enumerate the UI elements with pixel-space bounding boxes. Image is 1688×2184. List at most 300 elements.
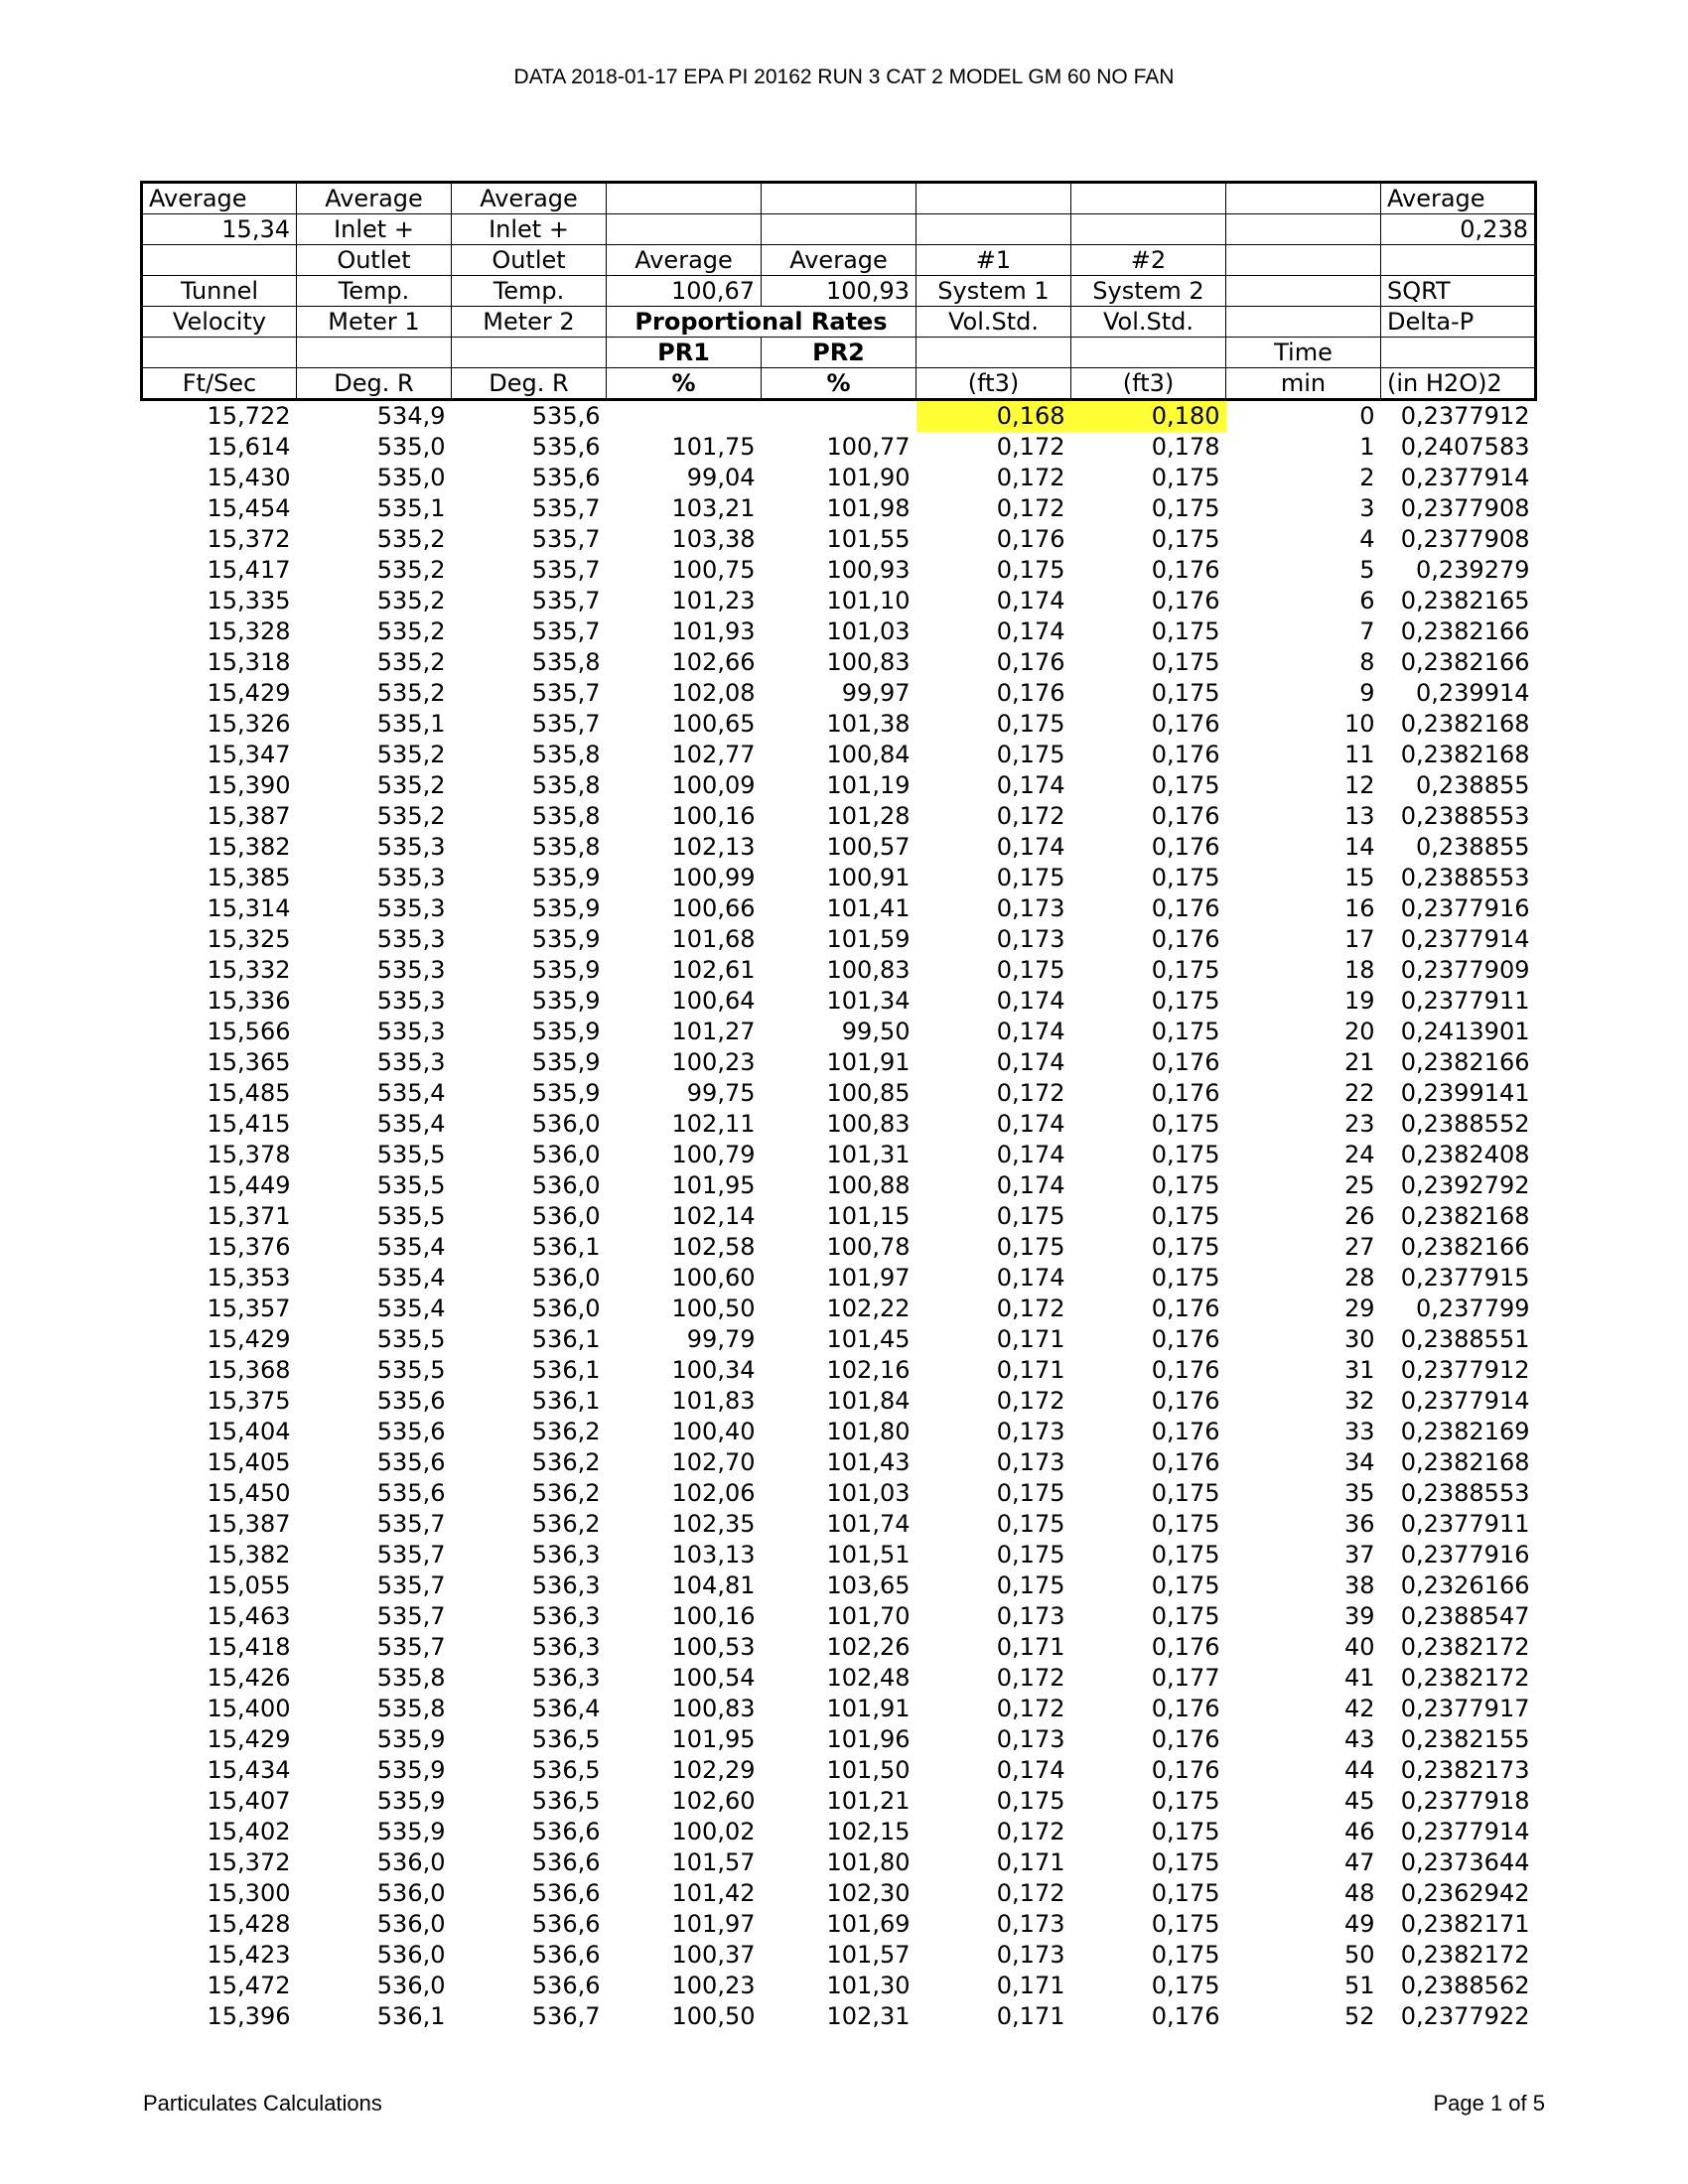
table-cell: 535,9 — [531, 1048, 601, 1076]
table-cell: 100,99 — [671, 864, 756, 891]
header-cell: Temp. — [297, 276, 452, 307]
header-cell: (ft3) — [916, 368, 1071, 400]
table-cell: 536,0 — [376, 1910, 446, 1938]
table-cell: 0,172 — [996, 1879, 1065, 1907]
table-row — [142, 432, 1536, 463]
header-cell: Outlet — [297, 245, 452, 276]
table-cell: 535,7 — [531, 617, 601, 645]
table-row — [142, 1078, 1536, 1109]
table-cell: 0,174 — [996, 833, 1065, 861]
table-row — [142, 1878, 1536, 1909]
table-cell: 0,175 — [1151, 1848, 1220, 1876]
table-cell: 0,176 — [1151, 1048, 1220, 1076]
table-cell: 100,50 — [671, 2002, 756, 2030]
table-cell: 536,0 — [531, 1141, 601, 1168]
table-cell: 535,2 — [376, 556, 446, 584]
table-row — [142, 1909, 1536, 1940]
table-cell: 0,238855 — [1415, 771, 1530, 799]
table-cell: 535,3 — [376, 956, 446, 984]
table-cell: 535,2 — [376, 771, 446, 799]
table-cell: 42 — [1343, 1695, 1375, 1722]
table-cell: 535,1 — [376, 710, 446, 738]
table-cell: 0,172 — [996, 1079, 1065, 1107]
table-cell: 0,175 — [1151, 771, 1220, 799]
table-cell: 535,9 — [531, 987, 601, 1015]
table-cell: 536,3 — [531, 1664, 601, 1692]
table-cell: 536,5 — [531, 1756, 601, 1784]
table-cell: 0,175 — [1151, 679, 1220, 707]
table-cell: 535,8 — [531, 833, 601, 861]
header-row — [142, 368, 1536, 400]
header-cell — [1381, 338, 1536, 368]
table-cell: 102,77 — [671, 741, 756, 768]
table-cell: 101,15 — [826, 1202, 911, 1230]
table-cell: 536,3 — [531, 1571, 601, 1599]
table-cell: 15,375 — [207, 1387, 291, 1415]
table-cell: 0,2377922 — [1400, 2002, 1530, 2030]
header-cell: #1 — [916, 245, 1071, 276]
table-cell: 536,0 — [376, 1879, 446, 1907]
table-cell: 0,174 — [996, 1018, 1065, 1045]
table-cell: 0,176 — [1151, 1633, 1220, 1661]
table-cell: 0,174 — [996, 1756, 1065, 1784]
table-cell: 15,376 — [207, 1233, 291, 1261]
table-cell: 535,7 — [531, 710, 601, 738]
table-cell: 100,93 — [826, 556, 911, 584]
table-row — [142, 1201, 1536, 1232]
table-cell: 0,176 — [996, 679, 1065, 707]
table-cell: 48 — [1343, 1879, 1375, 1907]
table-cell: 24 — [1343, 1141, 1375, 1168]
table-cell: 535,6 — [376, 1387, 446, 1415]
table-cell: 535,9 — [376, 1756, 446, 1784]
table-cell: 0,175 — [1151, 1602, 1220, 1630]
table-cell: 7 — [1359, 617, 1375, 645]
proportional-rates-header: Proportional Rates — [607, 307, 916, 338]
header-cell: Average — [762, 245, 916, 276]
table-cell: 15,385 — [207, 864, 291, 891]
table-cell: 102,60 — [671, 1787, 756, 1815]
table-cell: 536,2 — [531, 1479, 601, 1507]
table-cell: 535,3 — [376, 925, 446, 953]
table-cell: 0,176 — [996, 648, 1065, 676]
table-cell: 536,0 — [376, 1972, 446, 1999]
table-cell: 535,5 — [376, 1171, 446, 1199]
table-cell: 32 — [1343, 1387, 1375, 1415]
table-cell: 101,96 — [826, 1725, 911, 1753]
table-row — [142, 1940, 1536, 1971]
table-row — [142, 1263, 1536, 1294]
table-cell: 536,3 — [531, 1633, 601, 1661]
table-cell: 101,30 — [826, 1972, 911, 1999]
table-cell: 0,175 — [996, 1479, 1065, 1507]
table-cell: 0,176 — [1151, 1418, 1220, 1445]
table-cell: 0,180 — [1071, 400, 1226, 433]
header-cell: PR1 — [607, 338, 762, 368]
table-cell: 35 — [1343, 1479, 1375, 1507]
table-row — [142, 1447, 1536, 1478]
table-cell: 18 — [1343, 956, 1375, 984]
table-cell: 101,28 — [826, 802, 911, 830]
table-cell: 0,175 — [1151, 1571, 1220, 1599]
table-cell: 0,174 — [996, 1141, 1065, 1168]
table-row — [142, 863, 1536, 893]
table-cell: 0,176 — [1151, 1295, 1220, 1322]
table-cell: 102,48 — [826, 1664, 911, 1692]
table-cell: 0,2382173 — [1400, 1756, 1530, 1784]
table-cell: 99,97 — [841, 679, 911, 707]
table-cell: 0,175 — [1151, 987, 1220, 1015]
table-cell: 15,332 — [207, 956, 291, 984]
table-cell: 535,7 — [376, 1571, 446, 1599]
table-cell: 15,614 — [207, 433, 291, 461]
table-cell: 102,66 — [671, 648, 756, 676]
table-cell: 0,175 — [1151, 956, 1220, 984]
table-cell: 15,430 — [207, 464, 291, 491]
table-cell: 8 — [1359, 648, 1375, 676]
table-cell: 15,485 — [207, 1079, 291, 1107]
table-row — [142, 586, 1536, 616]
table-cell: 100,40 — [671, 1418, 756, 1445]
header-cell: Outlet — [452, 245, 607, 276]
header-cell: Delta-P — [1381, 307, 1536, 338]
table-cell: 536,2 — [531, 1510, 601, 1538]
table-cell: 16 — [1343, 894, 1375, 922]
table-cell: 43 — [1343, 1725, 1375, 1753]
table-cell: 100,23 — [671, 1972, 756, 1999]
table-cell: 0,2362942 — [1400, 1879, 1530, 1907]
table-cell: 26 — [1343, 1202, 1375, 1230]
table-cell: 3 — [1359, 494, 1375, 522]
table-cell: 15,405 — [207, 1448, 291, 1476]
table-cell: 0,176 — [1151, 1079, 1220, 1107]
header-cell — [762, 183, 916, 214]
table-row — [142, 524, 1536, 555]
table-cell: 6 — [1359, 587, 1375, 614]
table-cell: 535,7 — [376, 1510, 446, 1538]
header-cell: System 1 — [916, 276, 1071, 307]
table-row — [142, 1417, 1536, 1447]
table-cell: 535,5 — [376, 1202, 446, 1230]
table-cell: 535,6 — [376, 1448, 446, 1476]
table-cell: 0,175 — [1151, 1879, 1220, 1907]
table-cell: 101,91 — [826, 1048, 911, 1076]
table-cell: 0,172 — [996, 433, 1065, 461]
table-cell: 535,7 — [531, 587, 601, 614]
table-cell: 100,77 — [826, 433, 911, 461]
table-cell: 0,2388552 — [1400, 1110, 1530, 1138]
table-cell: 0,175 — [1151, 1787, 1220, 1815]
table-row — [142, 1478, 1536, 1509]
table-cell: 15,368 — [207, 1356, 291, 1384]
table-cell: 101,90 — [826, 464, 911, 491]
table-cell: 0,2377914 — [1400, 1818, 1530, 1845]
table-row — [142, 1355, 1536, 1386]
table-cell: 0,174 — [996, 987, 1065, 1015]
table-cell: 0,173 — [996, 894, 1065, 922]
table-cell: 100,16 — [671, 802, 756, 830]
table-row — [142, 1509, 1536, 1540]
table-cell: 15,387 — [207, 802, 291, 830]
header-cell: SQRT — [1381, 276, 1536, 307]
table-row — [142, 1170, 1536, 1201]
table-cell: 0,2377914 — [1400, 925, 1530, 953]
table-cell: 102,58 — [671, 1233, 756, 1261]
table-cell: 10 — [1343, 710, 1375, 738]
table-cell: 535,1 — [376, 494, 446, 522]
header-cell: Deg. R — [452, 368, 607, 400]
table-cell: 0,174 — [996, 1171, 1065, 1199]
table-cell: 0,2382168 — [1400, 710, 1530, 738]
header-cell: Tunnel — [142, 276, 297, 307]
table-cell: 536,1 — [531, 1325, 601, 1353]
table-cell: 536,6 — [531, 1879, 601, 1907]
table-cell: 101,57 — [826, 1941, 911, 1969]
table-cell: 101,80 — [826, 1418, 911, 1445]
table-cell: 15,429 — [207, 1725, 291, 1753]
table-cell: 51 — [1343, 1972, 1375, 1999]
table-cell: 0,176 — [1151, 894, 1220, 922]
table-cell: 15,314 — [207, 894, 291, 922]
table-cell: 15,382 — [207, 1541, 291, 1569]
header-cell — [142, 338, 297, 368]
table-cell: 101,97 — [826, 1264, 911, 1292]
average-pr2-value: 100,93 — [762, 276, 916, 307]
table-row — [142, 616, 1536, 647]
table-cell: 0,2392792 — [1400, 1171, 1530, 1199]
table-cell: 33 — [1343, 1418, 1375, 1445]
header-cell: Vol.Std. — [1071, 307, 1226, 338]
table-cell: 15,378 — [207, 1141, 291, 1168]
table-cell: 101,03 — [826, 617, 911, 645]
table-cell: 99,75 — [686, 1079, 756, 1107]
table-cell: 29 — [1343, 1295, 1375, 1322]
header-cell: Time — [1226, 338, 1381, 368]
table-cell: 101,57 — [671, 1848, 756, 1876]
header-cell — [916, 214, 1071, 245]
table-cell: 100,60 — [671, 1264, 756, 1292]
table-cell: 0,2382408 — [1400, 1141, 1530, 1168]
table-cell: 535,8 — [531, 771, 601, 799]
table-cell: 0,176 — [1151, 802, 1220, 830]
table-cell: 0,175 — [996, 1541, 1065, 1569]
table-cell: 535,3 — [376, 1018, 446, 1045]
table-cell: 0,2377912 — [1400, 402, 1530, 430]
table-row — [142, 400, 1536, 433]
header-row — [142, 183, 1536, 214]
table-row — [142, 1847, 1536, 1878]
table-cell: 535,2 — [376, 525, 446, 553]
table-cell: 0,171 — [996, 1633, 1065, 1661]
table-row — [142, 770, 1536, 801]
table-cell: 15,454 — [207, 494, 291, 522]
table-row — [142, 740, 1536, 770]
header-cell: min — [1226, 368, 1381, 400]
table-cell: 0,171 — [996, 1972, 1065, 1999]
table-row — [142, 1601, 1536, 1632]
table-cell: 0,174 — [996, 587, 1065, 614]
table-cell: 15,407 — [207, 1787, 291, 1815]
table-cell: 0,175 — [1151, 525, 1220, 553]
table-cell: 17 — [1343, 925, 1375, 953]
table-cell: 536,4 — [531, 1695, 601, 1722]
table-cell: 535,7 — [376, 1602, 446, 1630]
table-cell — [762, 400, 916, 433]
table-cell: 536,0 — [531, 1202, 601, 1230]
table-cell: 101,50 — [826, 1756, 911, 1784]
table-row — [142, 1755, 1536, 1786]
table-cell: 0,172 — [996, 494, 1065, 522]
table-cell: 535,8 — [376, 1695, 446, 1722]
table-cell: 0,175 — [996, 1202, 1065, 1230]
table-cell: 0,176 — [1151, 1448, 1220, 1476]
table-row — [142, 1786, 1536, 1817]
header-cell: Average — [142, 183, 297, 214]
table-cell: 102,11 — [671, 1110, 756, 1138]
header-cell: Deg. R — [297, 368, 452, 400]
header-cell: Average — [1381, 183, 1536, 214]
table-cell: 14 — [1343, 833, 1375, 861]
table-cell: 101,10 — [826, 587, 911, 614]
table-cell: 535,5 — [376, 1325, 446, 1353]
table-row — [142, 801, 1536, 832]
table-cell: 15,434 — [207, 1756, 291, 1784]
table-cell: 535,2 — [376, 802, 446, 830]
table-cell: 100,54 — [671, 1664, 756, 1692]
table-header — [142, 183, 1536, 400]
table-cell: 0,175 — [996, 741, 1065, 768]
table-cell: 0,2388551 — [1400, 1325, 1530, 1353]
table-cell: 15 — [1343, 864, 1375, 891]
table-cell: 27 — [1343, 1233, 1375, 1261]
table-cell: 0,176 — [1151, 556, 1220, 584]
table-cell: 0,174 — [996, 1110, 1065, 1138]
table-cell: 536,0 — [531, 1171, 601, 1199]
table-cell: 4 — [1359, 525, 1375, 553]
table-cell: 103,38 — [671, 525, 756, 553]
table-row — [142, 1694, 1536, 1724]
table-cell: 101,51 — [826, 1541, 911, 1569]
table-cell: 0,2382166 — [1400, 617, 1530, 645]
table-cell: 102,35 — [671, 1510, 756, 1538]
header-cell: Vol.Std. — [916, 307, 1071, 338]
table-cell: 0,176 — [1151, 833, 1220, 861]
header-cell — [1381, 245, 1536, 276]
table-cell: 100,75 — [671, 556, 756, 584]
header-row — [142, 307, 1536, 338]
header-row — [142, 276, 1536, 307]
table-cell: 0,175 — [996, 710, 1065, 738]
table-row — [142, 986, 1536, 1017]
table-row — [142, 1632, 1536, 1663]
table-cell: 535,7 — [531, 494, 601, 522]
table-cell: 535,7 — [531, 525, 601, 553]
table-cell: 535,5 — [376, 1141, 446, 1168]
table-cell: 2 — [1359, 464, 1375, 491]
header-cell: Temp. — [452, 276, 607, 307]
table-cell: 0,175 — [1151, 864, 1220, 891]
table-cell: 15,357 — [207, 1295, 291, 1322]
table-cell: 0,2377916 — [1400, 894, 1530, 922]
table-cell: 101,68 — [671, 925, 756, 953]
table-cell: 536,5 — [531, 1787, 601, 1815]
page-number: Page 1 of 5 — [1433, 2091, 1545, 2116]
table-row — [142, 1017, 1536, 1047]
header-cell — [1226, 276, 1381, 307]
table-cell: 0,173 — [996, 1941, 1065, 1969]
table-cell: 15,336 — [207, 987, 291, 1015]
table-cell: 102,30 — [826, 1879, 911, 1907]
header-row — [142, 214, 1536, 245]
table-cell: 15,472 — [207, 1972, 291, 1999]
table-cell: 102,14 — [671, 1202, 756, 1230]
table-cell: 52 — [1343, 2002, 1375, 2030]
table-cell: 0,175 — [996, 556, 1065, 584]
header-cell: Meter 2 — [452, 307, 607, 338]
table-cell: 0,171 — [996, 1848, 1065, 1876]
table-cell: 535,3 — [376, 833, 446, 861]
table-cell: 536,2 — [531, 1448, 601, 1476]
table-row — [142, 2001, 1536, 2032]
table-cell: 535,7 — [376, 1541, 446, 1569]
table-cell: 101,38 — [826, 710, 911, 738]
table-cell: 0,175 — [996, 1571, 1065, 1599]
table-cell: 536,2 — [531, 1418, 601, 1445]
table-cell: 15,428 — [207, 1910, 291, 1938]
table-cell: 47 — [1343, 1848, 1375, 1876]
table-cell: 535,8 — [531, 802, 601, 830]
table-cell: 0,175 — [996, 956, 1065, 984]
table-cell: 535,4 — [376, 1295, 446, 1322]
table-cell: 99,79 — [686, 1325, 756, 1353]
table-cell: 15,566 — [207, 1018, 291, 1045]
table-cell: 0,2388553 — [1400, 802, 1530, 830]
header-cell — [607, 183, 762, 214]
table-cell: 0,2377908 — [1400, 494, 1530, 522]
table-cell: 535,9 — [376, 1725, 446, 1753]
table-cell: 103,65 — [826, 1571, 911, 1599]
table-cell: 536,5 — [531, 1725, 601, 1753]
table-cell: 15,396 — [207, 2002, 291, 2030]
table-cell: 101,23 — [671, 587, 756, 614]
table-cell: 535,9 — [531, 1079, 601, 1107]
table-cell: 0,177 — [1151, 1664, 1220, 1692]
table-cell: 536,0 — [376, 1941, 446, 1969]
table-cell: 15,429 — [207, 1325, 291, 1353]
header-cell — [762, 214, 916, 245]
table-cell: 99,50 — [841, 1018, 911, 1045]
table-cell: 15,382 — [207, 833, 291, 861]
table-cell: 535,8 — [531, 648, 601, 676]
header-cell: PR2 — [762, 338, 916, 368]
table-cell: 0,2377918 — [1400, 1787, 1530, 1815]
table-cell: 0,2382165 — [1400, 587, 1530, 614]
table-cell: 15,371 — [207, 1202, 291, 1230]
table-cell: 535,9 — [531, 894, 601, 922]
table-cell: 15,390 — [207, 771, 291, 799]
table-cell: 100,83 — [826, 648, 911, 676]
table-cell: 100,34 — [671, 1356, 756, 1384]
table-cell: 100,37 — [671, 1941, 756, 1969]
table-cell: 15,415 — [207, 1110, 291, 1138]
header-cell — [297, 338, 452, 368]
table-cell: 0,175 — [1151, 1510, 1220, 1538]
table-cell: 0,2373644 — [1400, 1848, 1530, 1876]
table-cell: 104,81 — [671, 1571, 756, 1599]
table-cell: 36 — [1343, 1510, 1375, 1538]
table-cell: 15,418 — [207, 1633, 291, 1661]
table-cell: 0,176 — [1151, 1725, 1220, 1753]
